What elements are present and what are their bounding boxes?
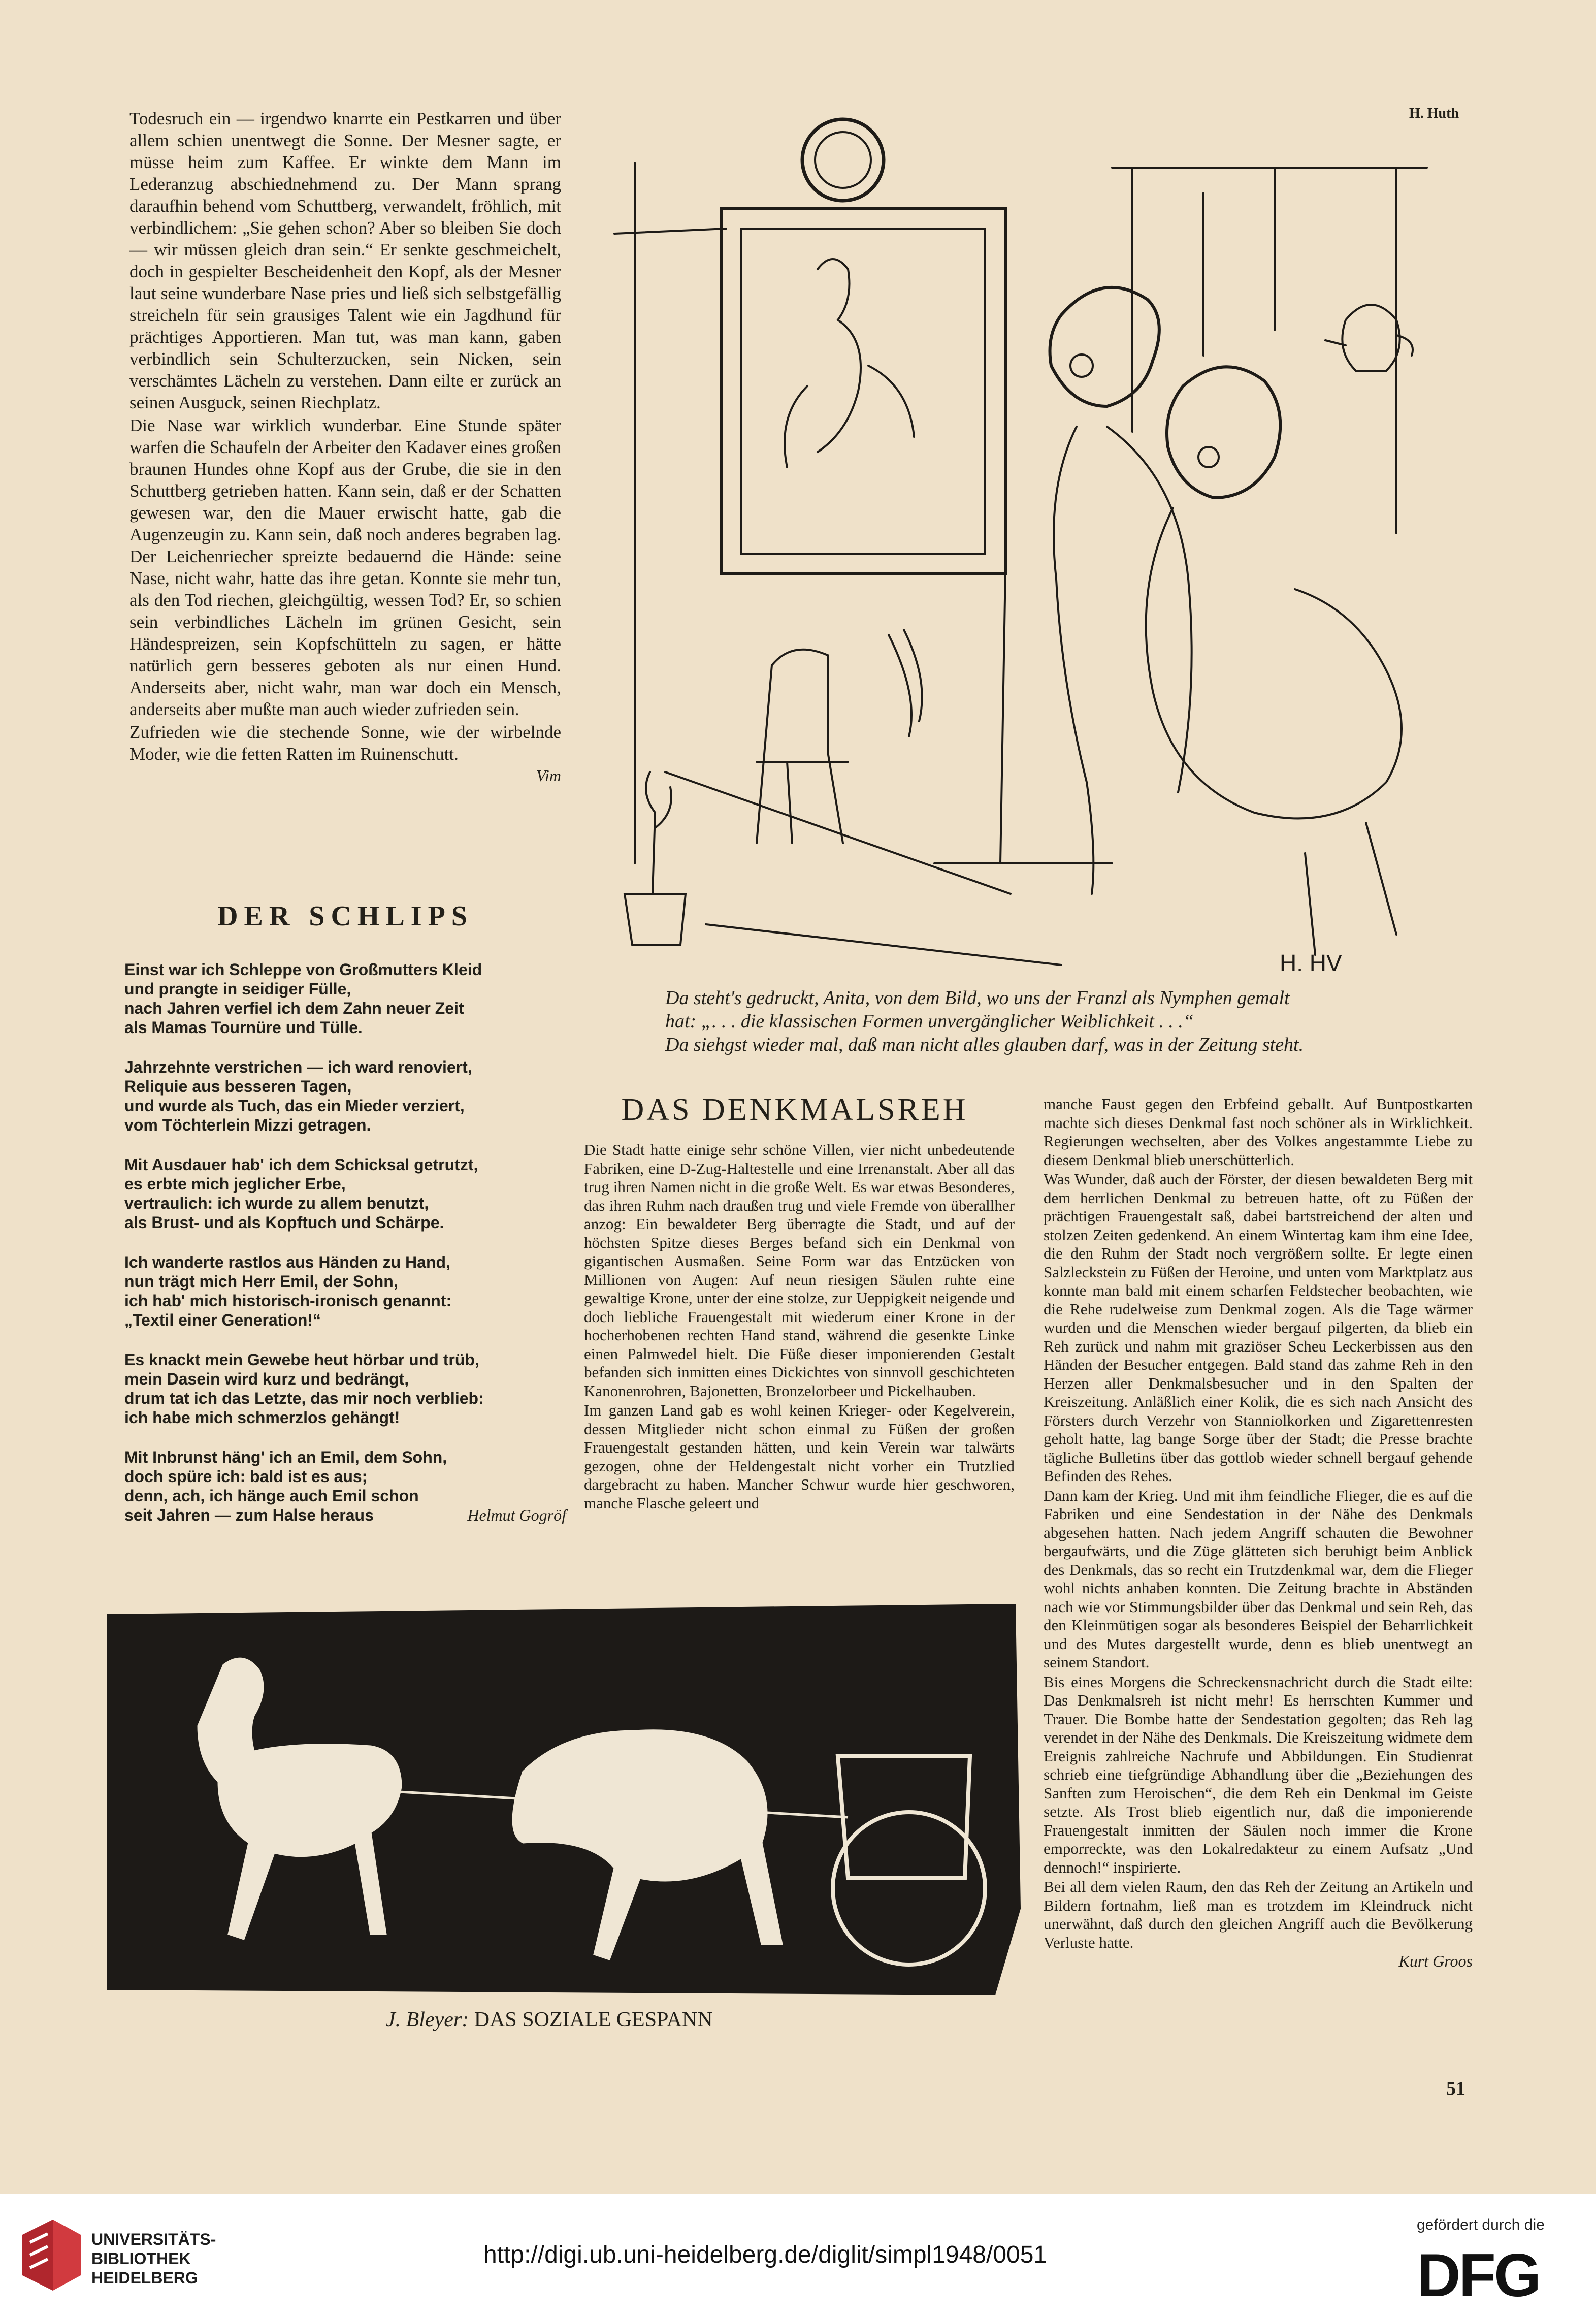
previous-story-text bbox=[129, 108, 561, 787]
poem-author: Helmut Gogröf bbox=[467, 1506, 566, 1524]
article-column-1 bbox=[584, 1141, 1015, 1513]
poem-line: doch spüre ich: bald ist es aus; bbox=[124, 1467, 368, 1486]
sponsor-text: gefördert durch die bbox=[1417, 2216, 1545, 2233]
poem-line: Einst war ich Schleppe von Großmutters Kleid bbox=[124, 960, 482, 979]
story-paragraph: Todesruch ein — irgendwo knarrte ein Pestkarren und über allem schien unentwegt die Sonne. Der Mesner sagte, er müsse heim zum Kaffee. Er winkte dem Mann im Lederanzug abschiednehmend zu. Der Mann sprang daraufhin behend vom Schuttberg, verwandelt, fröhlich, mit verbindlichem: „Sie gehen schon? Aber so bleiben Sie doch — wir müssen gleich dran sein.“ Er senkte geschmeichelt, doch in gespielter Bescheidenheit den Kopf, als der Mesner laut seine wunderbare Nase pries und ließ sich selbstgefällig streicheln für sein grausiges Talent wie ein Jagdhund für prächtiges Apportieren. Man tut, was man kann, gaben verbindlich sein Schulterzucken, sein Nicken, sein verschämtes Lächeln zu verstehen. Dann eilte er zurück an seinen Ausguck, seinen Riechplatz. bbox=[129, 109, 561, 412]
caption-line: Da siehgst wieder mal, daß man nicht alles glauben darf, was in der Zeitung steht. bbox=[665, 1034, 1304, 1055]
cartoon-artist: J. Bleyer: bbox=[386, 2008, 469, 2032]
cartoon-caption bbox=[665, 986, 1478, 1056]
story-paragraph: Die Nase war wirklich wunderbar. Eine Stunde später warfen die Schaufeln der Arbeiter den Kadaver eines großen braunen Hundes ohne Kopf aus der Grube, die sie in den Schuttberg getrieben hatten. Kann sein, daß er der Schatten gewesen war, den die Mauer erwischt hatte, gab die Augenzeugin zu. Kann sein, daß noch anderes begraben lag. Der Leichenriecher spreizte bedauernd die Hände: seine Nase, nicht wahr, hatte das ihre getan. Konnte sie mehr tun, als den Tod riechen, gleichgültig, wessen Tod? Er, so schien sein verbindliches Lächeln im grünen Gesicht, sein Händespreizen, sein Kopfschütteln zu sagen, er hätte natürlich gern besseres geboten als nur einen Hund. Anderseits aber, nicht wahr, man war doch ein Mensch, anderseits aber mußte man auch wieder zufrieden sein. bbox=[129, 415, 561, 719]
story-paragraph: Zufrieden wie die stechende Sonne, wie der wirbelnde Moder, wie die fetten Ratten im Ruinenschutt. bbox=[129, 722, 561, 764]
poem-stanza bbox=[124, 1252, 566, 1330]
poem-line: nach Jahren verfiel ich dem Zahn neuer Zeit bbox=[124, 999, 464, 1017]
cartoon-caption bbox=[386, 2008, 713, 2032]
poem-line: seit Jahren — zum Halse heraus bbox=[124, 1506, 374, 1524]
poem-stanza bbox=[124, 1448, 566, 1525]
poem-line: nun trägt mich Herr Emil, der Sohn, bbox=[124, 1272, 398, 1291]
poem-line: ich habe mich schmerzlos gehängt! bbox=[124, 1408, 400, 1427]
cartoon-title: DAS SOZIALE GESPANN bbox=[474, 2008, 713, 2032]
poem-stanza bbox=[124, 1057, 566, 1135]
caption-line: Da steht's gedruckt, Anita, von dem Bild, wo uns der Franzl als Nymphen gemalt bbox=[665, 987, 1290, 1009]
cartoon-signature: H. HV bbox=[1280, 950, 1342, 975]
caption-line: hat: „. . . die klassischen Formen unvergänglicher Weiblichkeit . . .“ bbox=[665, 1011, 1194, 1032]
poem-stanza bbox=[124, 1350, 566, 1427]
poem-stanza bbox=[124, 1155, 566, 1232]
university-library-logo-icon bbox=[17, 2214, 86, 2298]
library-name: UNIVERSITÄTS- BIBLIOTHEK HEIDELBERG bbox=[91, 2230, 216, 2287]
article-author: Kurt Groos bbox=[1398, 1952, 1473, 1970]
poem-line: vertraulich: ich wurde zu allem benutzt, bbox=[124, 1194, 429, 1212]
poem-stanza bbox=[124, 960, 566, 1037]
article-paragraph: Dann kam der Krieg. Und mit ihm feindliche Flieger, die es auf die Fabriken und eine Sendestation in der Nähe des Denkmals abgesehen hatten. Nach jedem Angriff schauten die Bewohner bergaufwärts, und die Züge glätteten sich beruhigt beim Anblick des Denkmals, das so recht ein Trutzdenkmal war, dem die Flieger wohl nichts anhaben konnten. Die Zeitung brachte in Abständen nach wie vor Stimmungsbilder über das Denkmal und sein Reh, das den Kleinmütigen sogar als besonderes Beispiel der Beharrlichkeit und des Mutes dargestellt wurde, denn es blieb unentwegt an seinem Standort. bbox=[1044, 1486, 1473, 1671]
poem-line: ich hab' mich historisch-ironisch genannt: bbox=[124, 1292, 452, 1310]
poem-line: Reliquie aus besseren Tagen, bbox=[124, 1077, 352, 1096]
poem-line: und prangte in seidiger Fülle, bbox=[124, 980, 351, 998]
poem bbox=[124, 960, 566, 1545]
story-author: Vim bbox=[536, 766, 561, 785]
poem-line: als Brust- und als Kopftuch und Schärpe. bbox=[124, 1213, 444, 1232]
poem-line: Ich wanderte rastlos aus Händen zu Hand, bbox=[124, 1253, 450, 1271]
poem-line: vom Töchterlein Mizzi getragen. bbox=[124, 1116, 371, 1134]
poem-line: als Mamas Tournüre und Tülle. bbox=[124, 1018, 363, 1037]
poem-line: und wurde als Tuch, das ein Mieder verziert, bbox=[124, 1097, 465, 1115]
poem-line: es erbte mich jeglicher Erbe, bbox=[124, 1175, 346, 1193]
page-number: 51 bbox=[1446, 2078, 1465, 2099]
dfg-logo: DFG bbox=[1417, 2241, 1540, 2309]
poem-line: Jahrzehnte verstrichen — ich ward renoviert, bbox=[124, 1058, 472, 1076]
article-title: DAS DENKMALSREH bbox=[621, 1092, 968, 1127]
article-paragraph: manche Faust gegen den Erbfeind geballt. Auf Buntpostkarten machte sich dieses Denkmal fast noch schöner als in Wirklichkeit. Regierungen wechselten, aber des Volkes angestammte Liebe zu diesem Denkmal blieb unerschütterlich. bbox=[1044, 1095, 1473, 1169]
cartoon-two-women-illustration bbox=[604, 102, 1468, 975]
poem-line: „Textil einer Generation!“ bbox=[124, 1311, 321, 1329]
article-paragraph: Die Stadt hatte einige sehr schöne Villen, vier nicht unbedeutende Fabriken, eine D-Zug-Haltestelle und eine Irrenanstalt. Aber all das trug ihren Namen nicht in die große Welt. Es war etwas Besonderes, das ihren Ruhm nach draußen trug und viele Fremde von überallher anzog: Ein bewaldeter Berg überragte die Stadt, und auf der höchsten Spitze dieses Berges befand sich ein Denkmal von gigantischen Ausmaßen. Seine Form war das Entzücken von Millionen von Augen: Auf neun riesigen Säulen ruhte eine gewaltige Krone, unter der eine stolze, zur Ueppigkeit neigende und doch liebliche Frauengestalt mit wiederum einer Krone in der hocherhobenen rechten Hand stand, während die gesenkte Linke einen Palmwedel hielt. Die Füße dieser imponierenden Gestalt befanden sich inmitten eines Dickichtes von sinnvoll geschichteten Kanonenrohren, Bajonetten, Bronzelorbeer und Pickelhauben. bbox=[584, 1141, 1015, 1400]
article-paragraph: Bis eines Morgens die Schreckensnachricht durch die Stadt eilte: Das Denkmalsreh ist nicht mehr! Es herrschten Kummer und Trauer. Die Bombe hatte der Sendestation gegolten; das Reh lag verendet in der Nähe des Denkmals. Die Kreiszeitung widmete dem Ereignis zahlreiche Nachrufe und Abbildungen. Ein Studienrat schrieb eine tiefgründige Abhandlung über die „Beziehungen des Sanften zum Heroischen“, die dem Reh ein Denkmal im Geiste setzte. Als Trost blieb eigentlich nur, daß die imponierende Frauengestalt inmitten der Säulen noch immer die Krone emporreckte, was den Lokalredakteur zu einem Aufsatz „Und dennoch!“ inspirierte. bbox=[1044, 1672, 1473, 1876]
poem-line: drum tat ich das Letzte, das mir noch verblieb: bbox=[124, 1389, 484, 1407]
article-paragraph: Bei all dem vielen Raum, den das Reh der Zeitung an Artikeln und Bildern fortnahm, ließ man es trotzdem im Kleindruck nicht unerwähnt, daß durch den gleichen Angriff auch die Bevölkerung Verluste hatte. bbox=[1044, 1878, 1473, 1951]
artist-credit: H. Huth bbox=[1409, 106, 1459, 121]
source-url-link[interactable]: http://digi.ub.uni-heidelberg.de/diglit/simpl1948/0051 bbox=[483, 2241, 1048, 2268]
library-footer bbox=[0, 2194, 1596, 2316]
article-paragraph: Was Wunder, daß auch der Förster, der diesen bewaldeten Berg mit dem herrlichen Denkmal zu betreuen hatte, oft zu Füßen der prächtigen Frauengestalt saß, dabei bartstreichend der alten und stolzen Zeiten gedenkend. An einem Wintertag kam ihm eine Idee, die den Ruhm der Stadt noch vergrößern sollte. Er legte einen Salzleckstein zu Füßen der Heroine, und unten vom Marktplatz aus konnte man bald mit einem scharfen Feldstecher beobachten, wie die Rehe rudelweise zum Denkmal zogen. Als die Tage wärmer wurden und die Menschen wieder bergauf pilgerten, da blieb ein Reh zurück und nahm mit graziöser Scheu Leckerbissen aus den Händen der Besucher entgegen. Bald stand das zahme Reh in den Herzen aller Denkmalsbesucher und in den Spalten der Kreiszeitung. Anläßlich einer Kolik, die es sich nach Ansicht des Försters durch Verzehr von Stanniolkorken und Zigarettenresten geholt hatte, lag bange Sorge über der Stadt; die Presse brachte tägliche Bulletins über das gottlob wieder schnell bergauf gehende Befinden des Rehes. bbox=[1044, 1170, 1473, 1485]
cartoon-horses-illustration bbox=[107, 1604, 1021, 1995]
poem-title: DER SCHLIPS bbox=[217, 900, 473, 932]
poem-line: Es knackt mein Gewebe heut hörbar und trüb, bbox=[124, 1350, 479, 1369]
article-paragraph: Im ganzen Land gab es wohl keinen Krieger- oder Kegelverein, dessen Mitglieder nicht schon einmal zu Füßen der großen Frauengestalt gestanden hätten, und kein Verein war talwärts gezogen, ohne der Heldengestalt nicht vorher ein Trutzlied dargebracht zu haben. Mancher Schwur wurde hier geschworen, manche Flasche geleert und bbox=[584, 1401, 1015, 1512]
poem-line: denn, ach, ich hänge auch Emil schon bbox=[124, 1487, 419, 1505]
poem-line: Mit Inbrunst häng' ich an Emil, dem Sohn, bbox=[124, 1448, 447, 1466]
poem-line: mein Dasein wird kurz und bedrängt, bbox=[124, 1370, 409, 1388]
article-column-2 bbox=[1044, 1095, 1473, 1971]
poem-line: Mit Ausdauer hab' ich dem Schicksal getrutzt, bbox=[124, 1155, 478, 1174]
